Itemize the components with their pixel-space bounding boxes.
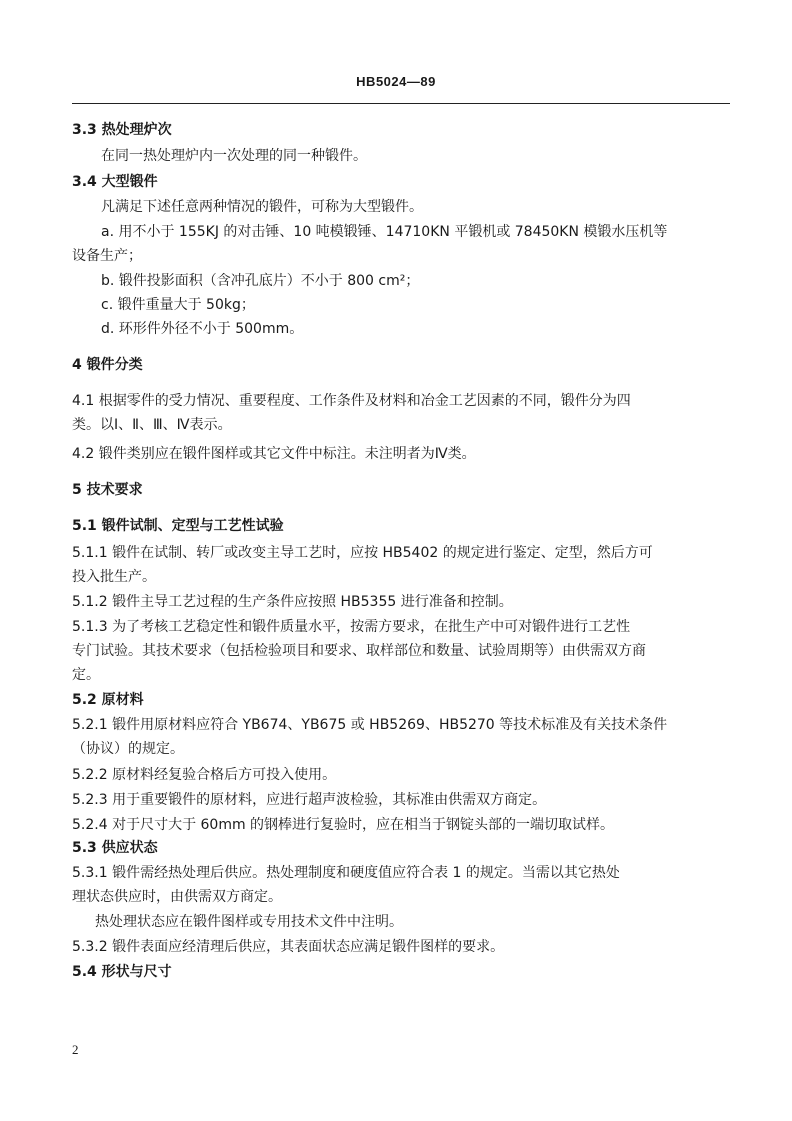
body-text-line: 理状态供应时，由供需双方商定。 — [72, 889, 282, 905]
body-text-line: 5.1.1 锻件在试制、转厂或改变主导工艺时，应按 HB5402 的规定进行鉴定、定型，然后方可 — [72, 545, 653, 561]
body-text-line: 5.2.3 用于重要锻件的原材料，应进行超声波检验，其标准由供需双方商定。 — [72, 792, 547, 808]
body-text-line: d. 环形件外径不小于 500mm。 — [101, 321, 304, 337]
body-text-line: 5.2.4 对于尺寸大于 60mm 的钢棒进行复验时，应在相当于钢锭头部的一端切取试样。 — [72, 817, 615, 833]
section-heading: 5 技术要求 — [72, 482, 143, 498]
body-text-line: （协议）的规定。 — [72, 741, 184, 757]
section-heading: 4 锻件分类 — [72, 357, 143, 373]
body-text-line: 5.2.1 锻件用原材料应符合 YB674、YB675 或 HB5269、HB5270 等技术标准及有关技术条件 — [72, 717, 668, 733]
section-heading: 5.2 原材料 — [72, 692, 144, 708]
body-text-line: 在同一热处理炉内一次处理的同一种锻件。 — [101, 148, 367, 164]
body-text-line: 5.1.2 锻件主导工艺过程的生产条件应按照 HB5355 进行准备和控制。 — [72, 594, 513, 610]
page-number: 2 — [72, 1042, 79, 1057]
body-text-line: c. 锻件重量大于 50kg； — [101, 297, 255, 313]
body-text-line: 凡满足下述任意两种情况的锻件，可称为大型锻件。 — [101, 199, 423, 215]
header-divider — [72, 103, 730, 104]
body-text-line: 定。 — [72, 667, 100, 683]
body-text-line: 5.3.1 锻件需经热处理后供应。热处理制度和硬度值应符合表 1 的规定。当需以其它热处 — [72, 865, 620, 881]
body-text-line: 5.1.3 为了考核工艺稳定性和锻件质量水平，按需方要求，在批生产中可对锻件进行工艺性 — [72, 619, 631, 635]
section-heading: 5.3 供应状态 — [72, 840, 158, 856]
body-text-line: 专门试验。其技术要求（包括检验项目和要求、取样部位和数量、试验周期等）由供需双方商 — [72, 643, 646, 659]
body-text-line: 热处理状态应在锻件图样或专用技术文件中注明。 — [95, 914, 403, 930]
body-text-line: b. 锻件投影面积（含冲孔底片）不小于 800 cm²； — [101, 273, 420, 289]
section-heading: 5.4 形状与尺寸 — [72, 964, 172, 980]
body-text-line: 设备生产； — [72, 248, 142, 264]
section-heading: 5.1 锻件试制、定型与工艺性试验 — [72, 518, 284, 534]
body-text-line: 类。以Ⅰ、Ⅱ、Ⅲ、Ⅳ表示。 — [72, 417, 232, 433]
body-text-line: 4.1 根据零件的受力情况、重要程度、工作条件及材料和冶金工艺因素的不同，锻件分为四 — [72, 393, 631, 409]
body-text-line: 投入批生产。 — [72, 569, 156, 585]
body-text-line: 5.3.2 锻件表面应经清理后供应，其表面状态应满足锻件图样的要求。 — [72, 939, 505, 955]
section-heading: 3.4 大型锻件 — [72, 174, 158, 190]
body-text-line: a. 用不小于 155KJ 的对击锤、10 吨模锻锤、14710KN 平锻机或 78450KN 模锻水压机等 — [101, 224, 668, 240]
body-text-line: 4.2 锻件类别应在锻件图样或其它文件中标注。未注明者为Ⅳ类。 — [72, 446, 476, 462]
section-heading: 3.3 热处理炉次 — [72, 122, 172, 138]
body-text-line: 5.2.2 原材料经复验合格后方可投入使用。 — [72, 767, 337, 783]
document-id-header: HB5024—89 — [356, 74, 436, 89]
